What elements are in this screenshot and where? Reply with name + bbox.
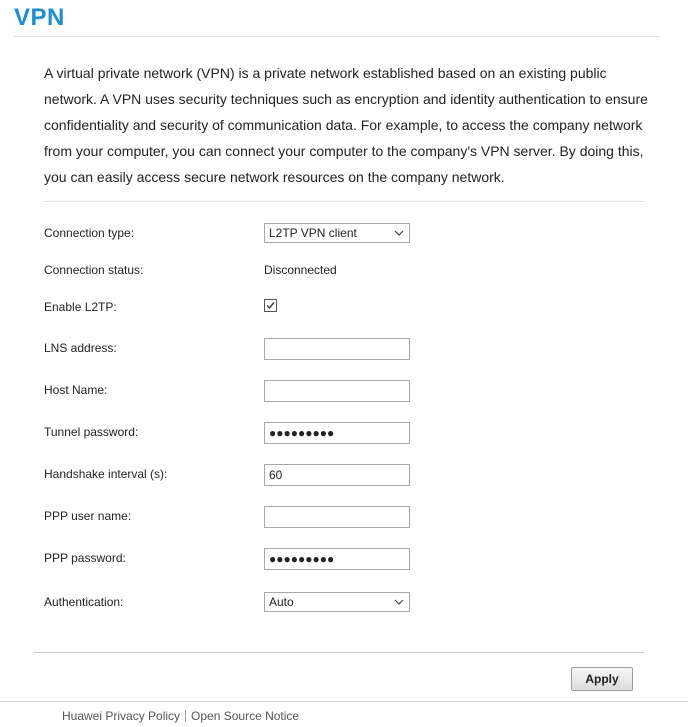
apply-button[interactable]: Apply — [571, 667, 633, 691]
lns-address-row — [44, 338, 644, 360]
tunnel-password-label: Tunnel password: — [44, 425, 139, 439]
form-footer-divider — [34, 652, 644, 653]
footer-links — [62, 709, 299, 723]
chevron-down-icon — [393, 224, 405, 242]
description-divider — [44, 201, 644, 202]
footer-link-separator — [185, 710, 186, 722]
host-name-row — [44, 380, 644, 402]
handshake-interval-label: Handshake interval (s): — [44, 467, 168, 481]
ppp-user-name-row — [44, 506, 644, 528]
ppp-password-row — [44, 548, 644, 570]
enable-l2tp-label: Enable L2TP: — [44, 300, 117, 314]
tunnel-password-row — [44, 422, 644, 444]
ppp-password-mask: ●●●●●●●●● — [269, 552, 335, 566]
authentication-value: Auto — [269, 595, 294, 609]
title-divider — [14, 36, 660, 37]
page-title: VPN — [14, 4, 65, 31]
authentication-row — [44, 592, 644, 614]
authentication-label: Authentication: — [44, 595, 124, 609]
tunnel-password-mask: ●●●●●●●●● — [269, 426, 335, 440]
ppp-user-name-label: PPP user name: — [44, 509, 132, 523]
connection-type-value: L2TP VPN client — [269, 226, 357, 240]
privacy-policy-link[interactable]: Huawei Privacy Policy — [62, 709, 181, 723]
ppp-user-name-input[interactable] — [264, 506, 410, 528]
enable-l2tp-checkbox[interactable] — [264, 299, 277, 312]
host-name-label: Host Name: — [44, 383, 108, 397]
connection-type-label: Connection type: — [44, 226, 135, 240]
connection-type-select[interactable] — [264, 223, 410, 243]
handshake-interval-input[interactable]: 60 — [264, 464, 410, 486]
open-source-notice-link[interactable]: Open Source Notice — [191, 709, 300, 723]
chevron-down-icon — [393, 593, 405, 611]
authentication-select[interactable] — [264, 592, 410, 612]
tunnel-password-input[interactable] — [264, 422, 410, 444]
connection-status-value: Disconnected — [264, 263, 337, 277]
connection-status-row — [44, 260, 644, 282]
lns-address-label: LNS address: — [44, 341, 117, 355]
vpn-description: A virtual private network (VPN) is a private network established based on an existing public network. A VPN uses security techniques such as encryption and identity authentication to ensure confidentiality and security of communication data. For example, to access the company network from your computer, you can connect your computer to the company's VPN server. By doing this, you can easily access secure network resources on the company network. — [44, 65, 648, 185]
ppp-password-input[interactable] — [264, 548, 410, 570]
ppp-password-label: PPP password: — [44, 551, 126, 565]
handshake-interval-row — [44, 464, 644, 486]
lns-address-input[interactable] — [264, 338, 410, 360]
connection-type-row — [44, 223, 644, 245]
host-name-input[interactable] — [264, 380, 410, 402]
connection-status-label: Connection status: — [44, 263, 144, 277]
enable-l2tp-row — [44, 297, 644, 319]
page-footer-divider — [0, 701, 688, 702]
checkmark-icon — [265, 300, 276, 311]
